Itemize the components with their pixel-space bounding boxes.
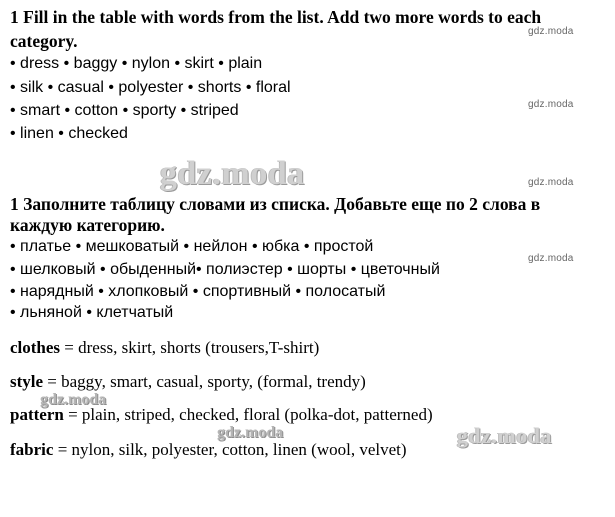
watermark: gdz.moda [528, 177, 574, 188]
answer-label: style [10, 372, 44, 391]
exercise-heading-en-line2: category. [10, 31, 78, 51]
word-row: • льняной • клетчатый [10, 304, 174, 321]
watermark-large: gdz.moda [160, 155, 305, 192]
answer-text: = plain, striped, checked, floral (polka-dot, patterned) [63, 405, 433, 424]
answer-label: pattern [10, 405, 64, 424]
watermark: gdz.moda [528, 26, 574, 37]
watermark: gdz.moda [528, 99, 574, 110]
word-row: • linen • checked [10, 125, 128, 142]
word-row: • dress • baggy • nylon • skirt • plain [10, 55, 263, 72]
answer-label: fabric [10, 440, 54, 459]
answer-text: = baggy, smart, casual, sporty, (formal, trendy) [43, 372, 366, 391]
answer-text: = nylon, silk, polyester, cotton, linen (wool, velvet) [53, 440, 407, 459]
answer-fabric [10, 440, 407, 460]
word-row: • нарядный • хлопковый • спортивный • полосатый [10, 283, 386, 300]
watermark-large: gdz.moda [457, 423, 553, 448]
word-row: • smart • cotton • sporty • striped [10, 102, 239, 119]
exercise-heading-ru-line1: 1 Заполните таблицу словами из списка. Добавьте еще по 2 слова в [10, 194, 541, 214]
answer-text: = dress, skirt, shorts (trousers,T-shirt) [60, 338, 320, 357]
watermark: gdz.moda [40, 391, 107, 408]
exercise-heading-en-line1: 1 Fill in the table with words from the list. Add two more words to each [10, 7, 542, 27]
word-row: • шелковый • обыденный• полиэстер • шорты • цветочный [10, 261, 440, 278]
word-row: • silk • casual • polyester • shorts • floral [10, 79, 291, 96]
answer-style [10, 372, 366, 392]
answer-clothes [10, 338, 319, 358]
exercise-heading-ru-line2: каждую категорию. [10, 215, 165, 235]
word-row: • платье • мешковатый • нейлон • юбка • простой [10, 238, 374, 255]
watermark: gdz.moda [217, 424, 284, 441]
answer-label: clothes [10, 338, 61, 357]
watermark: gdz.moda [528, 253, 574, 264]
